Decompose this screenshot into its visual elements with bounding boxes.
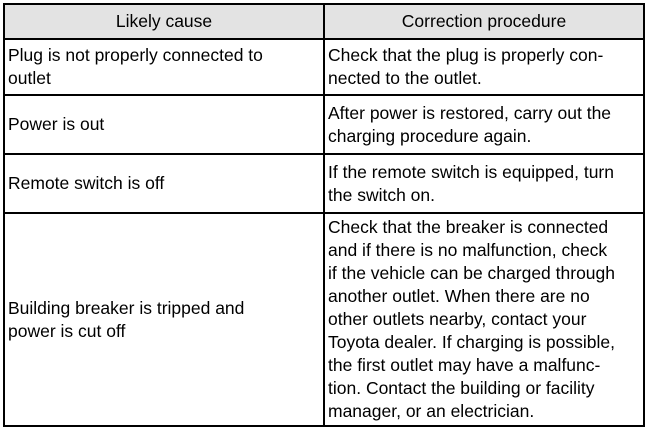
cause-line: power is cut off <box>8 320 126 341</box>
table-row <box>4 154 644 213</box>
procedure-line: the switch on. <box>328 184 435 205</box>
procedure-line: and if there is no malfunction, check <box>328 240 608 260</box>
procedure-line: manager, or an electrician. <box>328 401 535 421</box>
cause-cell <box>4 213 324 426</box>
cause-cell <box>4 39 324 95</box>
procedure-line: if the vehicle can be charged through <box>328 263 615 283</box>
procedure-line: If the remote switch is equipped, turn <box>328 161 614 182</box>
procedure-line: tion. Contact the building or facility <box>328 378 595 398</box>
cause-cell <box>4 154 324 213</box>
header-likely-cause: Likely cause <box>4 4 324 39</box>
table-header-row <box>4 4 644 39</box>
cause-line: Building breaker is tripped and <box>8 297 245 318</box>
procedure-cell <box>324 213 644 426</box>
procedure-cell <box>324 95 644 154</box>
procedure-line: the first outlet may have a malfunc- <box>328 355 601 375</box>
table-row <box>4 39 644 95</box>
cause-line: Remote switch is off <box>8 173 165 193</box>
cause-line: Power is out <box>8 114 105 134</box>
cause-cell <box>4 95 324 154</box>
procedure-line: nected to the outlet. <box>328 68 482 88</box>
header-correction-procedure: Correction procedure <box>324 4 644 39</box>
procedure-line: charging procedure again. <box>328 125 532 146</box>
procedure-line: another outlet. When there are no <box>328 286 590 306</box>
procedure-line: Check that the plug is properly con- <box>328 45 604 65</box>
troubleshooting-table <box>3 3 645 427</box>
table-row <box>4 95 644 154</box>
procedure-line: other outlets nearby, contact your <box>328 309 587 329</box>
cause-line: outlet <box>8 68 51 88</box>
procedure-line: Toyota dealer. If charging is possible, <box>328 332 615 352</box>
cause-line: Plug is not properly connected to <box>8 45 263 65</box>
procedure-cell <box>324 39 644 95</box>
procedure-line: Check that the breaker is connected <box>328 217 609 237</box>
procedure-line: After power is restored, carry out the <box>328 102 612 123</box>
procedure-cell <box>324 154 644 213</box>
table-row <box>4 213 644 426</box>
